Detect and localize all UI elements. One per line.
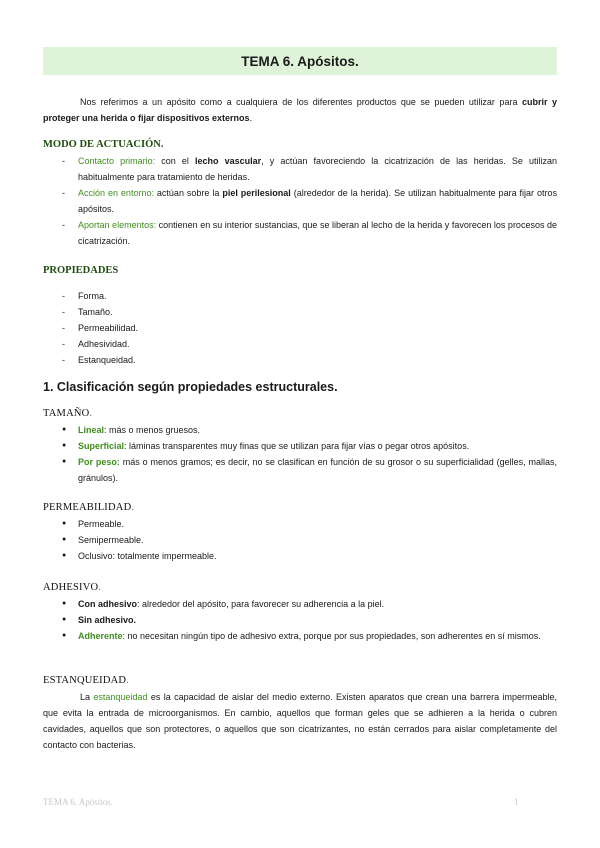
list-item	[62, 217, 557, 249]
list-item: ● Permeable.	[62, 516, 557, 532]
para-text-end: es la capacidad de aislar del medio externo. Existen aparatos que crean una barrera impermeable, que evita la entrada de microorganismos. En cambio, aquellos que forman geles que se adhieren a la herida o cubren cavidades, aquellos que son protectores, o aquellos que son cicatrizantes, no están cerrados para aislar completamente del contacto con bacterias.	[43, 692, 557, 750]
intro-end: .	[249, 113, 253, 123]
list-item: - Permeabilidad.	[62, 320, 557, 336]
intro-text: Nos referimos a un apósito como a cualquiera de los diferentes productos que se pueden utilizar para	[80, 97, 522, 107]
section-heading-modo: MODO DE ACTUACIÓN.	[43, 139, 164, 150]
item-label: Contacto primario:	[78, 156, 156, 166]
heading-dot: .	[126, 675, 130, 686]
item-label: Adherente	[78, 631, 123, 641]
item-bold: Sin adhesivo.	[78, 615, 137, 625]
item-bold: Con adhesivo	[78, 599, 138, 609]
list-item: - Forma.	[62, 288, 557, 304]
section-heading-propiedades: PROPIEDADES	[43, 265, 119, 276]
list-item	[62, 454, 557, 486]
item-bold: lecho vascular	[195, 156, 262, 166]
item-label: Lineal	[78, 425, 105, 435]
propiedades-list	[62, 288, 557, 368]
item-text: : láminas transparentes muy finas que se utilizan para fijar vías o pegar otros apósitos.	[124, 441, 470, 451]
item-bold: piel perilesional	[222, 188, 291, 198]
list-item	[62, 612, 557, 628]
item-text: : más o menos gruesos.	[104, 425, 201, 435]
para-text: La	[80, 692, 94, 702]
heading-text: TAMAÑO	[43, 408, 90, 419]
estanqueidad-paragraph	[43, 689, 557, 753]
list-item: ● Semipermeable.	[62, 532, 557, 548]
heading-dot: .	[98, 582, 102, 593]
item-label: Por peso:	[78, 457, 120, 467]
section-heading-permeabilidad	[43, 502, 134, 513]
item-label: Aportan elementos:	[78, 220, 157, 230]
intro-paragraph	[43, 94, 557, 126]
section-title-clasificacion: 1. Clasificación según propiedades estructurales.	[43, 380, 338, 394]
page-title: TEMA 6. Apósitos.	[43, 47, 557, 75]
permeabilidad-list	[62, 516, 557, 564]
list-item	[62, 596, 557, 612]
list-item: ● Oclusivo: totalmente impermeable.	[62, 548, 557, 564]
list-item	[62, 438, 557, 454]
list-item: - Tamaño.	[62, 304, 557, 320]
item-text: con el	[155, 156, 196, 166]
heading-dot: .	[89, 408, 93, 419]
section-heading-tamano	[43, 408, 92, 419]
list-item: - Adhesividad.	[62, 336, 557, 352]
heading-text: PERMEABILIDAD	[43, 502, 132, 513]
list-item	[62, 628, 557, 644]
list-item	[62, 422, 557, 438]
intro-bold-text: cubrir y proteger una herida o fijar dispositivos externos	[43, 97, 557, 123]
tamano-list	[62, 422, 557, 486]
list-item	[62, 153, 557, 185]
para-term: estanqueidad	[93, 692, 148, 702]
section-heading-estanqueidad	[43, 675, 129, 686]
item-text-end: (alrededor de la herida). Se utilizan habitualmente para fijar otros apósitos.	[78, 188, 557, 214]
item-text: : alrededor del apósito, para favorecer su adherencia a la piel.	[137, 599, 385, 609]
item-text: actúan sobre la	[153, 188, 223, 198]
item-label: Acción en entorno:	[78, 188, 154, 198]
heading-dot: .	[131, 502, 135, 513]
list-item	[62, 185, 557, 217]
item-text: : no necesitan ningún tipo de adhesivo extra, porque por sus propiedades, son adherentes en sí mismos.	[122, 631, 541, 641]
heading-text: ADHESIVO	[43, 582, 99, 593]
section-heading-adhesivo	[43, 582, 101, 593]
heading-text: ESTANQUEIDAD	[43, 675, 127, 686]
list-item: - Estanqueidad.	[62, 352, 557, 368]
item-text: contienen en su interior sustancias, que se liberan al lecho de la herida y favorecen los procesos de cicatrización.	[78, 220, 558, 246]
footer-title: TEMA 6. Apósitos.	[43, 797, 114, 807]
item-text: más o menos gramos; es decir, no se clasifican en función de su grosor o su superficialidad (gelles, mallas, gránulos).	[78, 457, 557, 483]
item-text-end: , y actúan favoreciendo la cicatrización de las heridas. Se utilizan habitualmente para tratamiento de heridas.	[78, 156, 557, 182]
page-number: 1	[514, 797, 519, 807]
item-label: Superficial	[78, 441, 125, 451]
modo-list	[62, 153, 557, 249]
adhesivo-list	[62, 596, 557, 644]
